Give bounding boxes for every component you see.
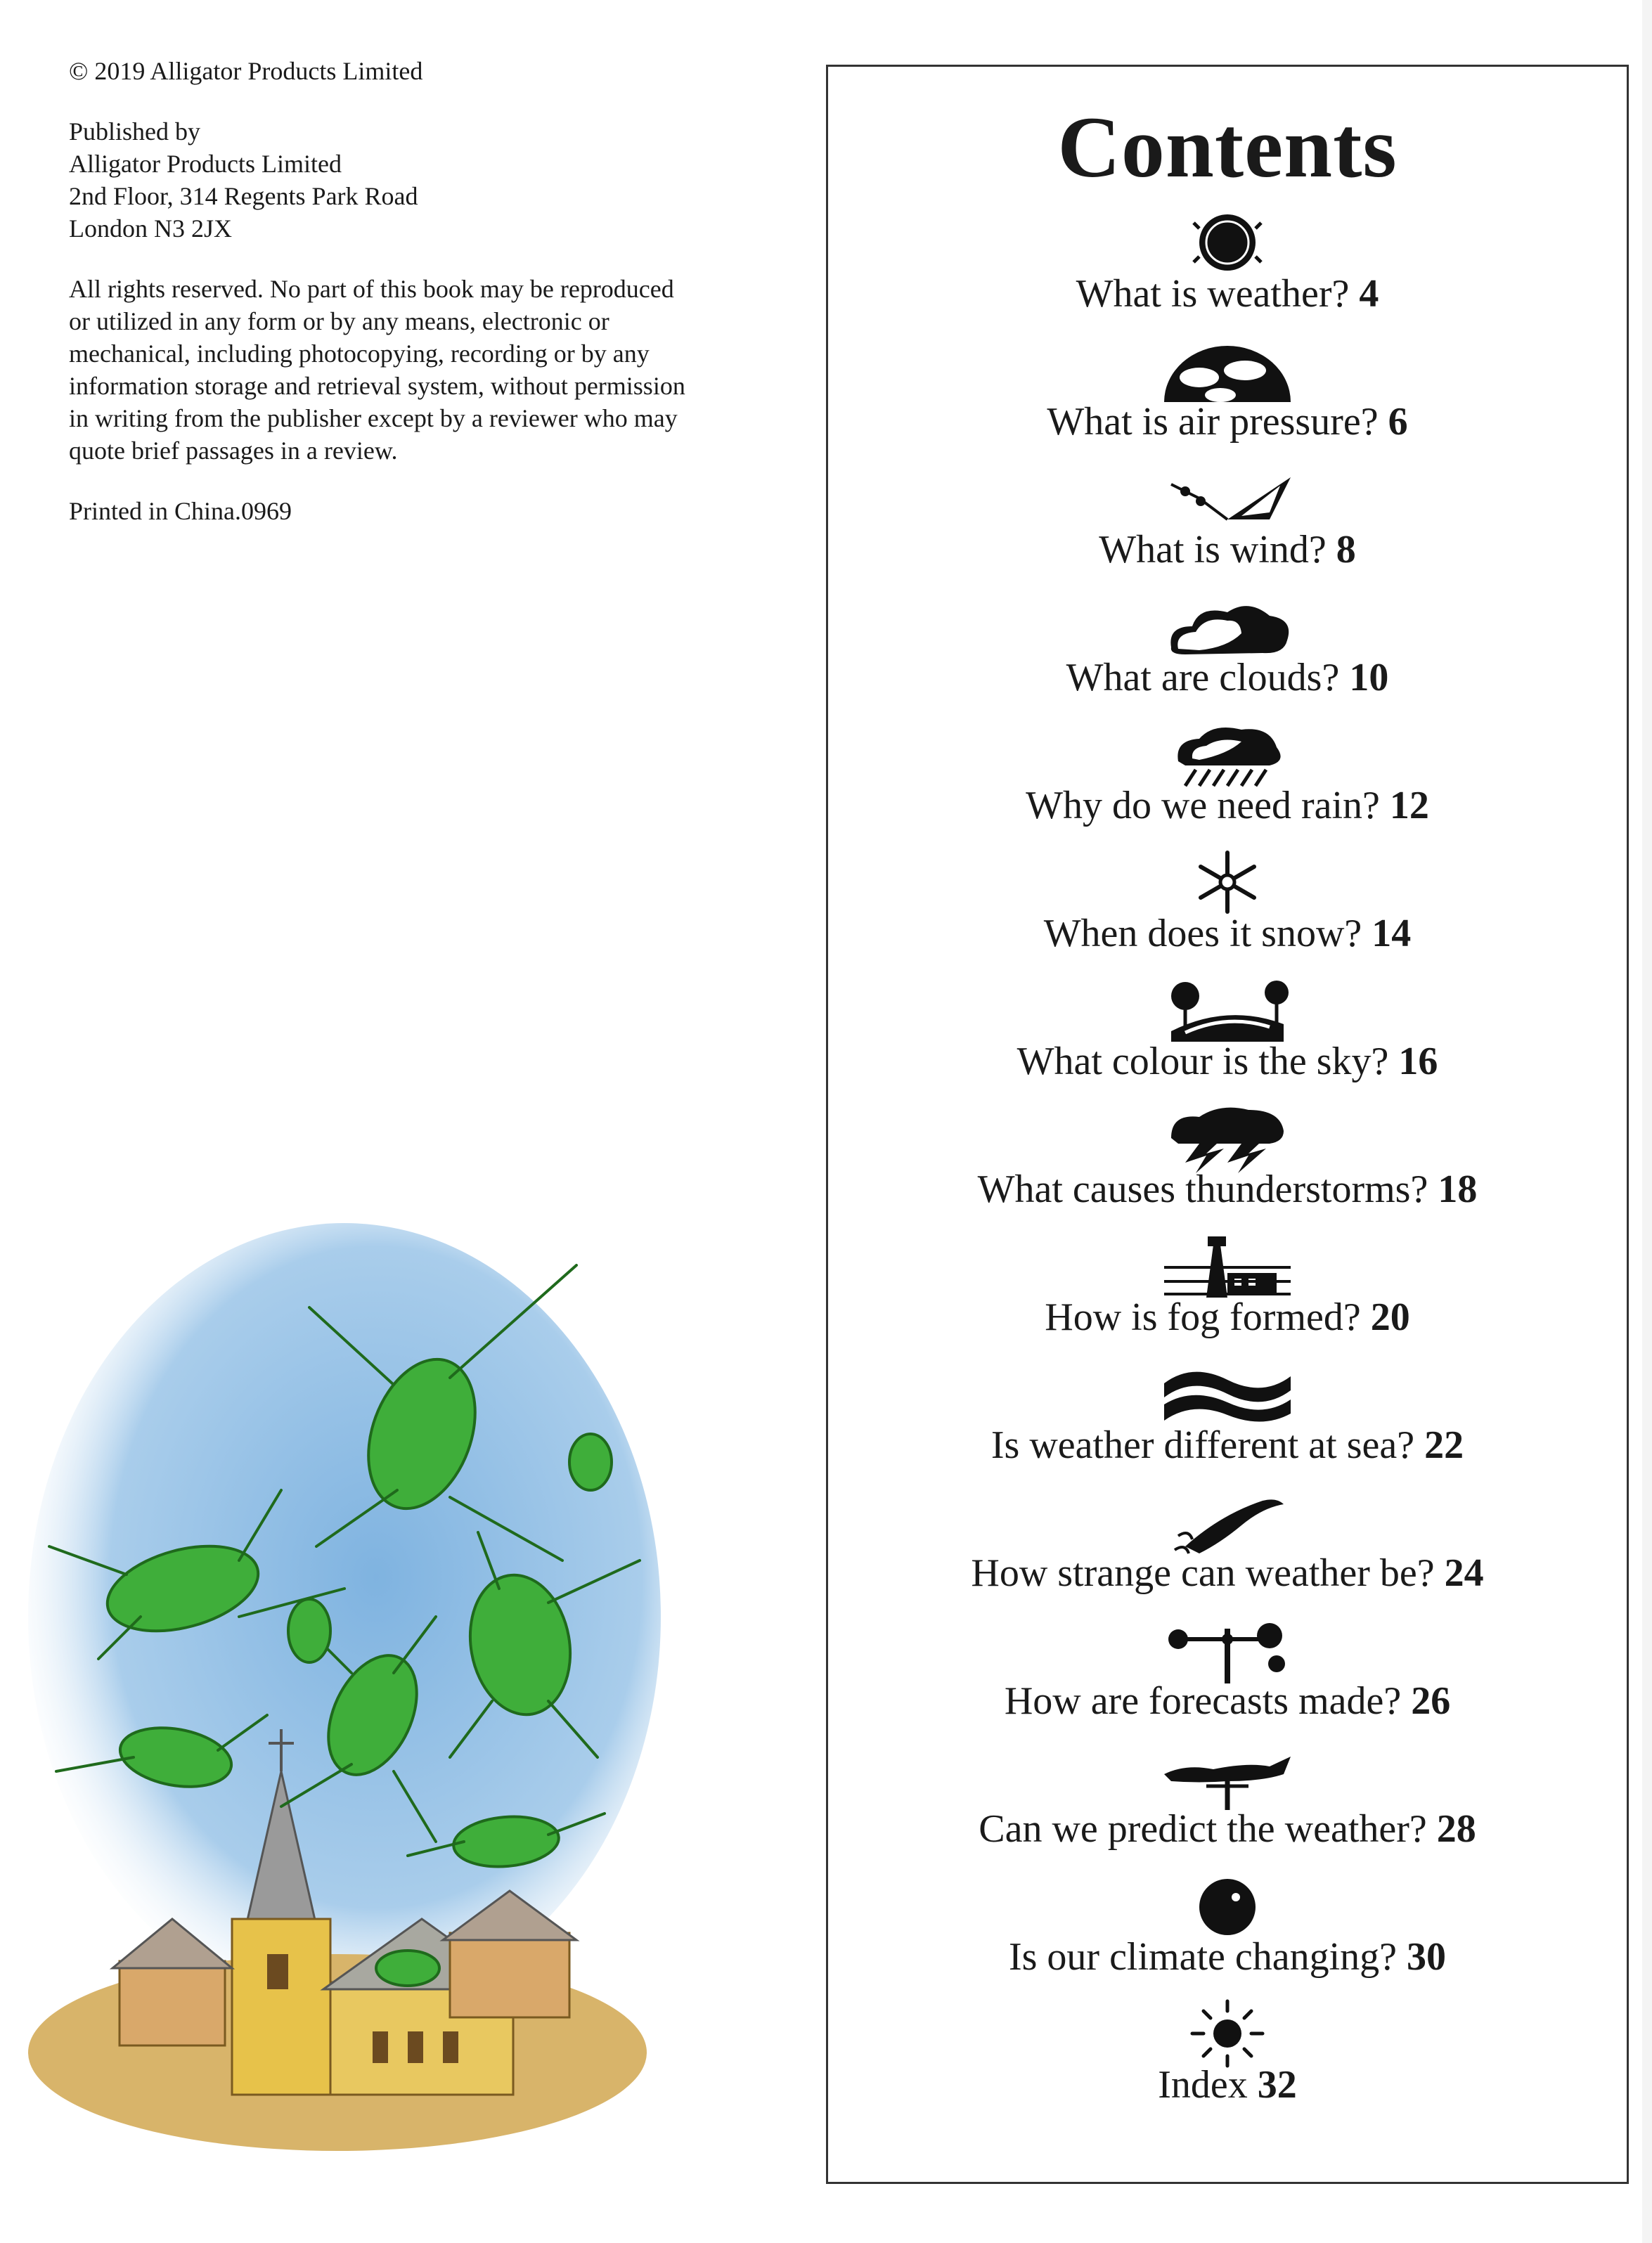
rights-line: or utilized in any form or by any means, electronic or (69, 307, 609, 335)
toc-entry-text (828, 2062, 1627, 2108)
rights-line: information storage and retrieval system, without permission (69, 372, 685, 400)
publisher-address: 2nd Floor, 314 Regents Park Road (69, 182, 418, 210)
toc-entry-label: How strange can weather be? (971, 1551, 1435, 1595)
sun-rays-icon (1157, 1998, 1298, 2069)
toc-entry-page: 16 (1398, 1040, 1438, 1083)
earth-dot-icon (1157, 1870, 1298, 1941)
weather-vane-fox-icon (1157, 1743, 1298, 1813)
toc-entry-text (828, 910, 1627, 957)
rights-line: in writing from the publisher except by a reviewer who may (69, 404, 678, 432)
contents-title: Contents (1057, 99, 1398, 195)
toc-entry-page: 10 (1349, 656, 1389, 699)
toc-entry-label: Is weather different at sea? (990, 1423, 1415, 1467)
toc-entry-text (828, 1294, 1627, 1340)
toc-entry (828, 1743, 1627, 1870)
publisher-block (69, 115, 814, 245)
rights-statement (69, 273, 814, 467)
toc-entry (828, 591, 1627, 719)
cloud-icon (1157, 591, 1298, 661)
toc-entry-label: What causes thunderstorms? (977, 1168, 1428, 1211)
toc-entry-text (828, 1422, 1627, 1468)
toc-entry-label: Can we predict the weather? (979, 1807, 1427, 1851)
toc-entry-page: 14 (1372, 912, 1412, 955)
toc-entry (828, 1487, 1627, 1615)
toc-list (828, 207, 1627, 2126)
toc-entry-page: 28 (1436, 1807, 1476, 1851)
toc-entry-page: 26 (1411, 1679, 1451, 1723)
waves-icon (1157, 1359, 1298, 1429)
contents-panel (826, 65, 1629, 2184)
publisher-name: Alligator Products Limited (69, 150, 342, 178)
toc-entry (828, 463, 1627, 591)
toc-entry-text (828, 654, 1627, 701)
rain-cloud-icon (1157, 719, 1298, 789)
toc-entry (828, 1998, 1627, 2126)
toc-entry-label: When does it snow? (1043, 912, 1362, 955)
copyright-line: © 2019 Alligator Products Limited (69, 57, 423, 85)
snowflake-icon (1157, 847, 1298, 917)
toc-entry-text (828, 1038, 1627, 1085)
toc-entry-page: 24 (1444, 1551, 1484, 1595)
published-by-label: Published by (69, 117, 201, 146)
toc-entry-page: 6 (1388, 400, 1408, 444)
toc-entry (828, 1231, 1627, 1359)
toc-entry (828, 847, 1627, 975)
toc-entry (828, 335, 1627, 463)
copyright-block (69, 55, 814, 527)
toc-entry (828, 207, 1627, 335)
toc-entry-text (828, 1934, 1627, 1980)
toc-entry-text (828, 526, 1627, 573)
toc-entry-text (828, 1550, 1627, 1596)
lightning-cloud-icon (1157, 1103, 1298, 1173)
toc-entry-page: 18 (1438, 1168, 1478, 1211)
toc-entry-page: 20 (1370, 1295, 1410, 1339)
toc-entry (828, 1615, 1627, 1743)
kite-icon (1157, 463, 1298, 534)
rights-line: mechanical, including photocopying, recording or by any (69, 340, 650, 368)
toc-entry-page: 8 (1336, 528, 1356, 571)
toc-entry-page: 4 (1359, 272, 1379, 316)
toc-entry-label: What is air pressure? (1047, 400, 1379, 444)
toc-entry-label: Is our climate changing? (1008, 1935, 1397, 1979)
toc-entry-text (828, 399, 1627, 445)
globe-clouds-icon (1157, 335, 1298, 406)
rights-line: quote brief passages in a review. (69, 437, 398, 465)
toc-entry (828, 1870, 1627, 1998)
frog-rain-illustration (14, 1223, 661, 2165)
toc-entry-label: What is weather? (1076, 272, 1350, 316)
toc-entry-page: 12 (1389, 784, 1429, 827)
page-edge (1642, 0, 1652, 2243)
toc-entry-label: What are clouds? (1066, 656, 1340, 699)
toc-entry-label: What is wind? (1099, 528, 1327, 571)
lighthouse-fog-icon (1157, 1231, 1298, 1301)
toc-entry (828, 719, 1627, 847)
toc-entry (828, 1359, 1627, 1487)
anemometer-icon (1157, 1615, 1298, 1685)
toc-entry-label: Why do we need rain? (1026, 784, 1380, 827)
landscape-trees-icon (1157, 975, 1298, 1045)
toc-entry-page: 22 (1424, 1423, 1464, 1467)
toc-entry-text (828, 1806, 1627, 1852)
toc-entry (828, 975, 1627, 1103)
publisher-city: London N3 2JX (69, 214, 232, 243)
toc-entry-page: 30 (1407, 1935, 1446, 1979)
toc-entry-text (828, 1166, 1627, 1213)
toc-entry-label: How is fog formed? (1045, 1295, 1361, 1339)
toc-entry-text (828, 782, 1627, 829)
toc-entry-label: Index (1158, 2063, 1248, 2107)
printed-in: Printed in China.0969 (69, 497, 292, 525)
toc-entry-page: 32 (1257, 2063, 1297, 2107)
rights-line: All rights reserved. No part of this book may be reproduced (69, 275, 674, 303)
toc-entry-text (828, 271, 1627, 317)
strange-weather-icon (1157, 1487, 1298, 1557)
toc-entry (828, 1103, 1627, 1231)
toc-entry-text (828, 1678, 1627, 1724)
toc-entry-label: How are forecasts made? (1004, 1679, 1402, 1723)
sun-disc-icon (1157, 207, 1298, 278)
toc-entry-label: What colour is the sky? (1017, 1040, 1389, 1083)
